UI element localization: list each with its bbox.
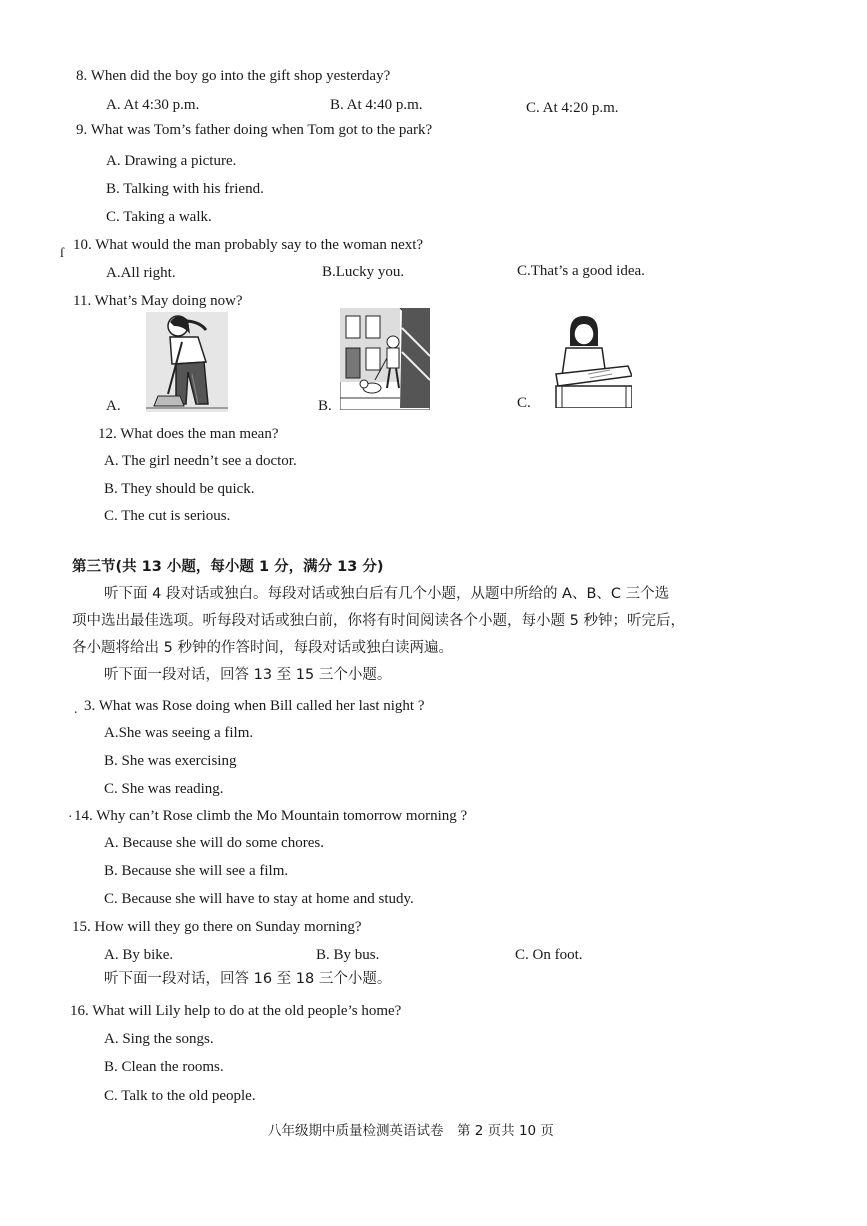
question-15-option-a: A. By bike. [104,947,174,963]
question-15-option-c: C. On foot. [515,947,583,963]
dialog-1-instruction: 听下面一段对话，回答 13 至 15 三个小题。 [104,667,392,683]
sweeping-girl-picture [146,312,228,412]
question-8-option-b: B. At 4:40 p.m. [330,97,423,113]
question-13-option-b: B. She was exercising [104,753,237,769]
question-15-option-b: B. By bus. [316,947,380,963]
question-13-stem: 3. What was Rose doing when Bill called her last night ? [84,698,425,714]
question-16-option-a: A. Sing the songs. [104,1031,214,1047]
question-11-stem: 11. What’s May doing now? [73,293,243,309]
question-9-option-a: A. Drawing a picture. [106,153,237,169]
scan-mark: . [74,702,78,717]
question-11-option-a: A. [106,398,121,414]
question-12-option-b: B. They should be quick. [104,481,255,497]
question-11-option-b: B. [318,398,332,414]
scan-mark: ſ [60,246,64,261]
question-15-stem: 15. How will they go there on Sunday morning? [72,919,362,935]
question-10-option-c: C.That’s a good idea. [517,263,645,279]
question-9-stem: 9. What was Tom’s father doing when Tom got to the park? [76,122,433,138]
question-12-option-a: A. The girl needn’t see a doctor. [104,453,297,469]
question-8-stem: 8. When did the boy go into the gift shop yesterday? [76,68,391,84]
writing-girl-picture [548,312,632,408]
question-10-option-b: B.Lucky you. [322,264,405,280]
question-14-stem: 14. Why can’t Rose climb the Mo Mountain tomorrow morning ? [74,808,468,824]
question-8-option-c: C. At 4:20 p.m. [526,100,619,116]
question-9-option-b: B. Talking with his friend. [106,181,264,197]
section-3-instruction-line-2: 项中选出最佳选项。听每段对话或独白前，你将有时间阅读各个小题，每小题 5 秒钟；听完后， [72,613,685,629]
walking-dog-picture [340,308,430,410]
question-8-option-a: A. At 4:30 p.m. [106,97,200,113]
question-16-option-c: C. Talk to the old people. [104,1088,256,1104]
question-10-stem: 10. What would the man probably say to the woman next? [73,237,424,253]
question-14-option-a: A. Because she will do some chores. [104,835,324,851]
question-16-stem: 16. What will Lily help to do at the old people’s home? [70,1003,402,1019]
question-10-option-a: A.All right. [106,265,176,281]
question-16-option-b: B. Clean the rooms. [104,1059,224,1075]
question-14-option-b: B. Because she will see a film. [104,863,289,879]
scan-mark: · [68,810,73,825]
question-12-stem: 12. What does the man mean? [98,426,279,442]
question-13-option-c: C. She was reading. [104,781,224,797]
question-13-option-a: A.She was seeing a film. [104,725,254,741]
question-9-option-c: C. Taking a walk. [106,209,212,225]
question-14-option-c: C. Because she will have to stay at home and study. [104,891,414,907]
question-12-option-c: C. The cut is serious. [104,508,231,524]
section-3-instruction-line-1: 听下面 4 段对话或独白。每段对话或独白后有几个小题，从题中所给的 A、B、C 三个选 [104,586,670,602]
question-11-option-c: C. [517,395,531,411]
dialog-2-instruction: 听下面一段对话，回答 16 至 18 三个小题。 [104,971,392,987]
section-3-title: 第三节(共 13 小题，每小题 1 分，满分 13 分) [72,559,384,575]
page-footer: 八年级期中质量检测英语试卷 第 2 页共 10 页 [268,1123,554,1139]
section-3-instruction-line-3: 各小题将给出 5 秒钟的作答时间，每段对话或独白读两遍。 [72,640,453,656]
